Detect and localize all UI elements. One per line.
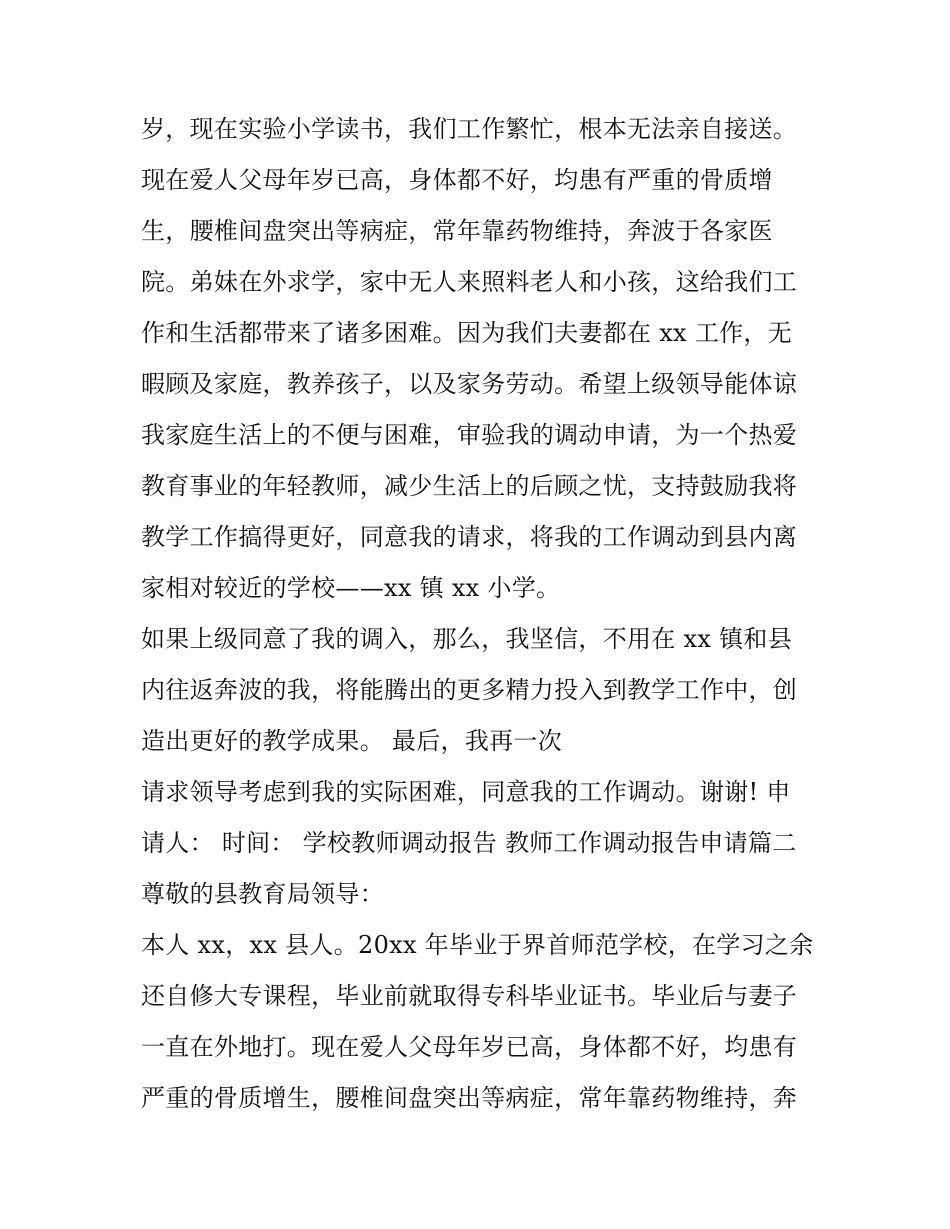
- text-line: 教育事业的年轻教师，减少生活上的后顾之忧，支持鼓励我将: [141, 472, 798, 500]
- text-line: 家相对较近的学校——xx 镇 xx 小学。: [141, 574, 561, 602]
- text-line: 请人： 时间： 学校教师调动报告 教师工作调动报告申请篇二: [141, 829, 797, 857]
- text-line: 还自修大专课程，毕业前就取得专科毕业证书。毕业后与妻子: [141, 982, 798, 1010]
- text-line: 我家庭生活上的不便与困难，审验我的调动申请，为一个热爱: [141, 421, 798, 449]
- text-line: 院。弟妹在外求学，家中无人来照料老人和小孩，这给我们工: [141, 268, 798, 296]
- text-line: 教学工作搞得更好，同意我的请求，将我的工作调动到县内离: [141, 523, 798, 551]
- text-line: 内往返奔波的我，将能腾出的更多精力投入到教学工作中，创: [141, 676, 798, 704]
- body-text: [141, 104, 841, 1124]
- text-line: 生，腰椎间盘突出等病症，常年靠药物维持，奔波于各家医: [141, 217, 773, 245]
- text-line: 严重的骨质增生，腰椎间盘突出等病症，常年靠药物维持，奔: [141, 1084, 798, 1112]
- text-line: 现在爱人父母年岁已高，身体都不好，均患有严重的骨质增: [141, 166, 773, 194]
- text-line: 造出更好的教学成果。 最后，我再一次: [141, 727, 563, 755]
- text-line: 请求领导考虑到我的实际困难，同意我的工作调动。谢谢! 申: [141, 778, 791, 806]
- text-line: 本人 xx，xx 县人。20xx 年毕业于界首师范学校，在学习之余: [141, 931, 814, 959]
- text-line: 岁，现在实验小学读书，我们工作繁忙，根本无法亲自接送。: [141, 115, 798, 143]
- text-line: 暇顾及家庭，教养孩子，以及家务劳动。希望上级领导能体谅: [141, 370, 798, 398]
- text-line: 一直在外地打。现在爱人父母年岁已高，身体都不好，均患有: [141, 1033, 798, 1061]
- text-line: 如果上级同意了我的调入，那么，我坚信，不用在 xx 镇和县: [141, 625, 793, 653]
- text-line: 作和生活都带来了诸多困难。因为我们夫妻都在 xx 工作，无: [141, 319, 793, 347]
- text-line: 尊敬的县教育局领导：: [141, 880, 384, 908]
